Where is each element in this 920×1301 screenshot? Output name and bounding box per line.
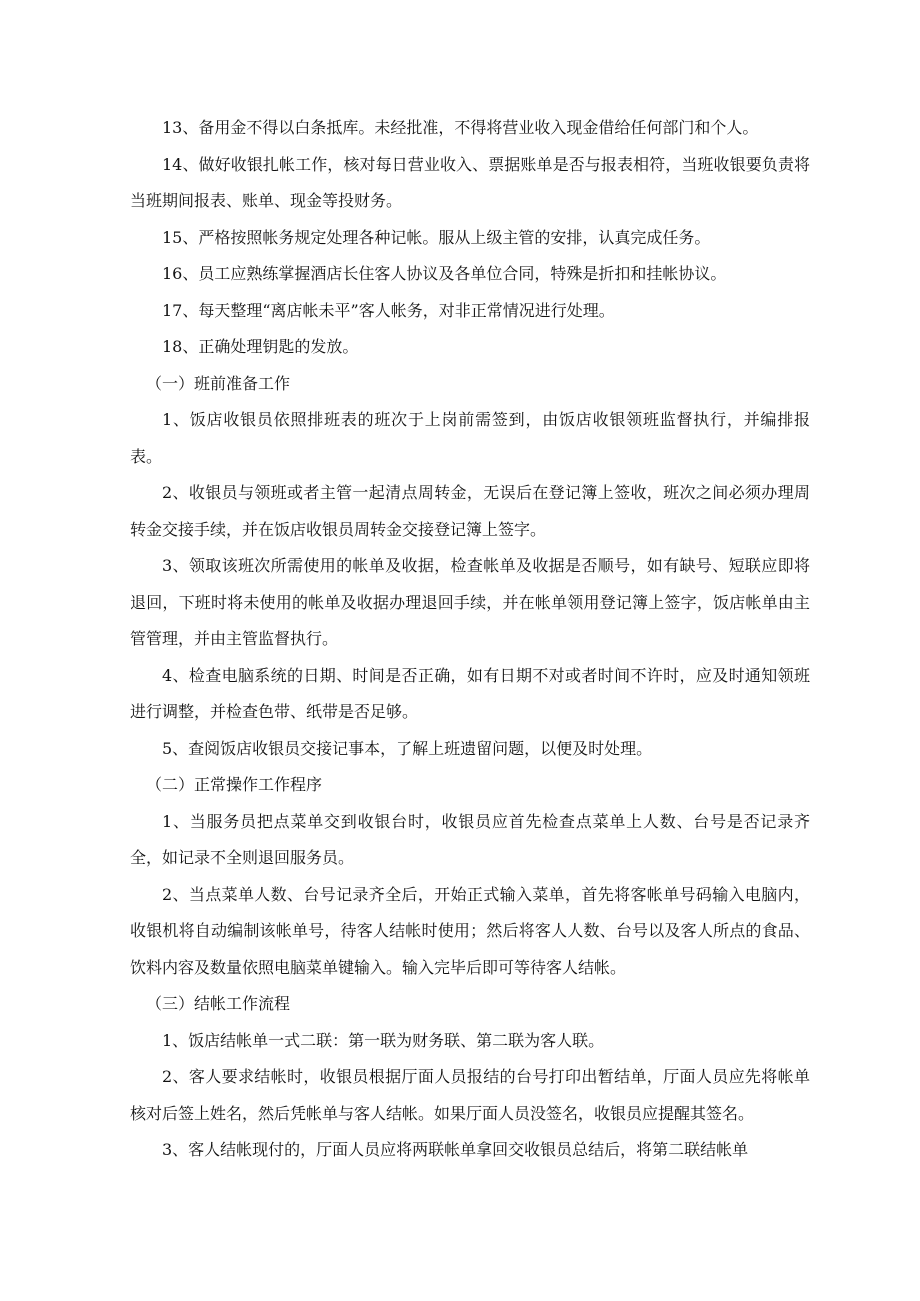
section-heading-checkout: （三）结帐工作流程	[146, 994, 291, 1013]
paragraph-17: 17、每天整理“离店帐未平”客人帐务，对非正常情况进行处理。	[162, 300, 615, 320]
pre-shift-item-2: 2、收银员与领班或者主管一起清点周转金，无误后在登记簿上签收，班次之间必须办理周转金交接手续，并在饭店收银员周转金交接登记簿上签字。	[130, 483, 810, 539]
pre-shift-item-4: 4、检查电脑系统的日期、时间是否正确，如有日期不对或者时间不许时，应及时通知领班进行调整，并检查色带、纸带是否足够。	[130, 665, 810, 721]
checkout-item-2: 2、客人要求结帐时，收银员根据厅面人员报结的台号打印出暂结单，厅面人员应先将帐单核对后签上姓名，然后凭帐单与客人结帐。如果厅面人员没签名，收银员应提醒其签名。	[130, 1067, 810, 1123]
operation-item-1: 1、当服务员把点菜单交到收银台时，收银员应首先检查点菜单上人数、台号是否记录齐全，如记录不全则退回服务员。	[130, 811, 810, 867]
pre-shift-item-3: 3、领取该班次所需使用的帐单及收据，检查帐单及收据是否顺号，如有缺号、短联应即将退回，下班时将未使用的帐单及收据办理退回手续，并在帐单领用登记簿上签字，饭店帐单由主管管理，并由主管监督执行。	[130, 556, 810, 648]
paragraph-14: 14、做好收银扎帐工作，核对每日营业收入、票据账单是否与报表相符，当班收银要负责将当班期间报表、账单、现金等投财务。	[130, 154, 810, 210]
document-page	[130, 110, 810, 1169]
pre-shift-item-5: 5、查阅饭店收银员交接记事本，了解上班遗留问题，以便及时处理。	[162, 738, 653, 758]
section-heading-normal-operation: （二）正常操作工作程序	[146, 775, 323, 794]
checkout-item-3: 3、客人结帐现付的，厅面人员应将两联帐单拿回交收银员总结后，将第二联结帐单	[162, 1140, 749, 1159]
paragraph-18: 18、正确处理钥匙的发放。	[162, 337, 359, 356]
operation-item-2: 2、当点菜单人数、台号记录齐全后，开始正式输入菜单，首先将客帐单号码输入电脑内，收银机将自动编制该帐单号，待客人结帐时使用；然后将客人人数、台号以及客人所点的食品、饮料内容及数量依照电脑菜单键输入。输入完毕后即可等待客人结帐。	[130, 884, 810, 977]
pre-shift-item-1: 1、饭店收银员依照排班表的班次于上岗前需签到，由饭店收银领班监督执行，并编排报表。	[130, 410, 810, 466]
paragraph-16: 16、员工应熟练掌握酒店长住客人协议及各单位合同，特殊是折扣和挂帐协议。	[162, 264, 727, 283]
paragraph-15: 15、严格按照帐务规定处理各种记帐。服从上级主管的安排，认真完成任务。	[162, 227, 711, 247]
paragraph-13: 13、备用金不得以白条抵库。未经批准，不得将营业收入现金借给任何部门和个人。	[162, 118, 759, 137]
section-heading-pre-shift: （一）班前准备工作	[146, 373, 291, 393]
checkout-item-1: 1、饭店结帐单一式二联：第一联为财务联、第二联为客人联。	[162, 1030, 605, 1050]
